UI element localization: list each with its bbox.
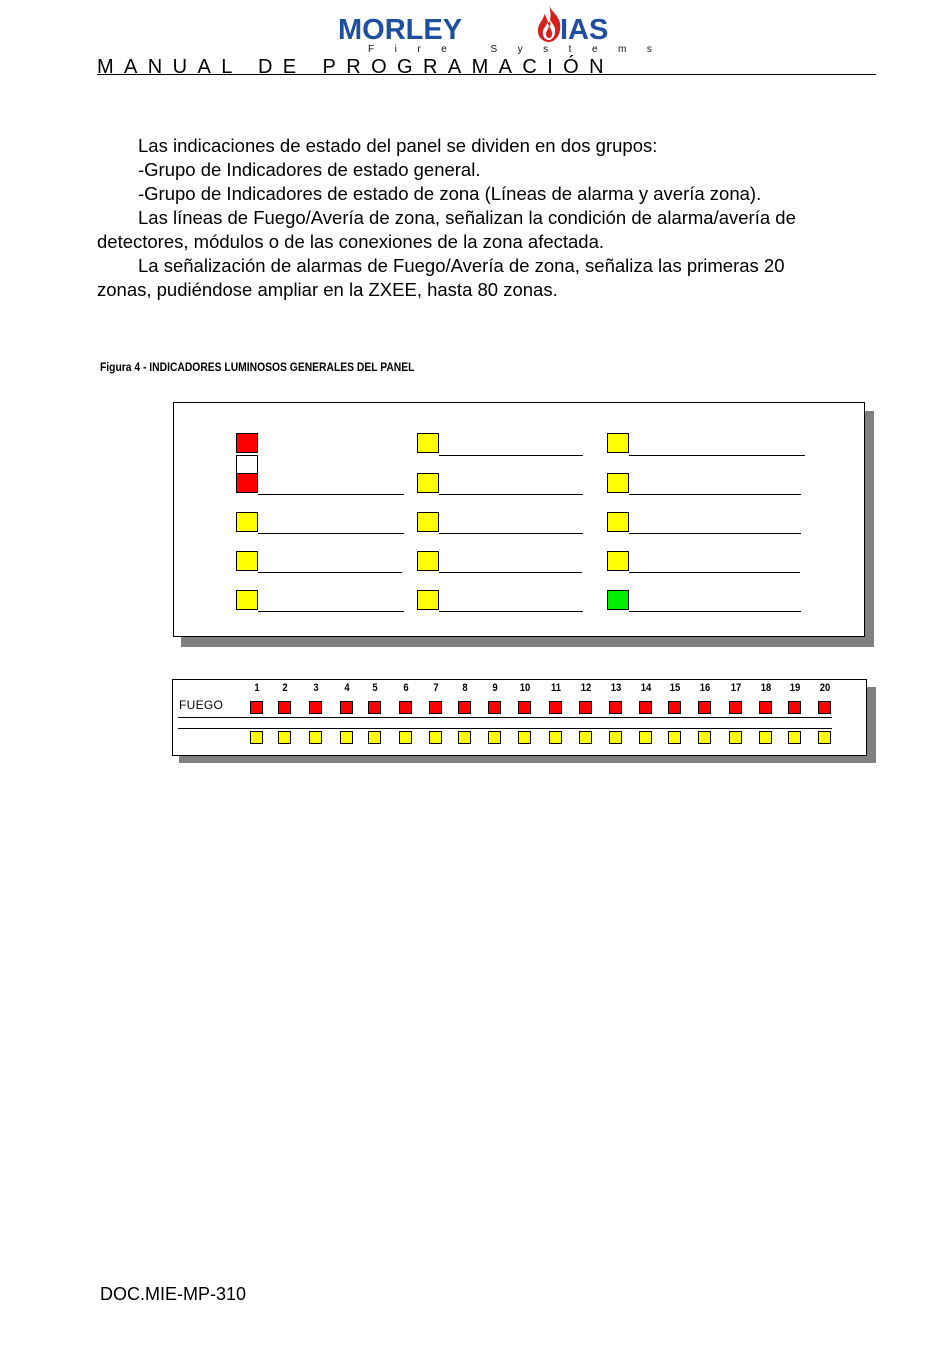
zone-number-label: 6 <box>403 682 409 694</box>
zone-fire-led <box>458 701 471 714</box>
zone-row-divider <box>178 728 832 729</box>
zone-fire-led <box>788 701 801 714</box>
zone-number-label: 7 <box>433 682 439 694</box>
zone-fault-led <box>818 731 831 744</box>
zone-fire-led <box>639 701 652 714</box>
indicator-led-yellow <box>236 512 258 532</box>
zone-number-label: 14 <box>640 682 652 694</box>
zone-fault-led <box>458 731 471 744</box>
zone-fault-led <box>250 731 263 744</box>
indicator-led-yellow <box>607 512 629 532</box>
indicator-label-line <box>629 533 801 534</box>
zone-fault-led <box>729 731 742 744</box>
zone-number-label: 20 <box>819 682 831 694</box>
document-code: DOC.MIE-MP-310 <box>100 1284 247 1304</box>
indicator-label-line <box>439 611 583 612</box>
zone-indicators-panel <box>172 679 867 756</box>
zone-number-label: 18 <box>760 682 772 694</box>
indicator-label-line <box>258 533 404 534</box>
indicator-label-line <box>629 494 801 495</box>
indicator-led-yellow <box>607 473 629 493</box>
indicator-label-line <box>439 572 582 573</box>
zone-fault-led <box>399 731 412 744</box>
zone-number-label: 2 <box>282 682 288 694</box>
indicator-led-yellow <box>417 590 439 610</box>
fire-row-label: FUEGO <box>179 698 224 712</box>
indicator-label-line <box>439 455 583 456</box>
indicator-led-red <box>236 473 258 493</box>
paragraph-line: -Grupo de Indicadores de estado de zona (Líneas de alarma y avería zona). <box>138 183 762 204</box>
zone-row-divider <box>178 717 832 718</box>
zone-fire-led <box>399 701 412 714</box>
indicator-led-yellow <box>236 590 258 610</box>
zone-fault-led <box>668 731 681 744</box>
zone-fire-led <box>250 701 263 714</box>
indicator-label-line <box>258 494 404 495</box>
zone-number-label: 10 <box>519 682 531 694</box>
zone-fire-led <box>488 701 501 714</box>
zone-fire-led <box>309 701 322 714</box>
zone-number-label: 9 <box>492 682 498 694</box>
zone-fire-led <box>698 701 711 714</box>
indicator-led-green <box>607 590 629 610</box>
zone-fault-led <box>759 731 772 744</box>
indicator-led-yellow <box>607 551 629 571</box>
zone-fault-led <box>278 731 291 744</box>
paragraph-line: detectores, módulos o de las conexiones de la zona afectada. <box>97 231 605 252</box>
zone-fire-led <box>278 701 291 714</box>
zone-fire-led <box>549 701 562 714</box>
company-logo <box>338 4 673 55</box>
indicator-led-yellow <box>607 433 629 453</box>
zone-number-label: 19 <box>789 682 801 694</box>
zone-number-label: 11 <box>550 682 561 694</box>
zone-number-label: 4 <box>344 682 350 694</box>
zone-fault-led <box>609 731 622 744</box>
zone-number-label: 12 <box>580 682 592 694</box>
zone-fault-led <box>488 731 501 744</box>
paragraph-line: Las indicaciones de estado del panel se dividen en dos grupos: <box>138 135 658 156</box>
indicator-led-yellow <box>417 473 439 493</box>
zone-fire-led <box>609 701 622 714</box>
zone-fault-led <box>698 731 711 744</box>
zone-fault-led <box>429 731 442 744</box>
indicator-led-yellow <box>236 551 258 571</box>
zone-fire-led <box>759 701 772 714</box>
zone-fire-led <box>368 701 381 714</box>
zone-fault-led <box>309 731 322 744</box>
paragraph-line: -Grupo de Indicadores de estado general. <box>138 159 481 180</box>
zone-number-label: 17 <box>730 682 742 694</box>
zone-number-label: 15 <box>669 682 681 694</box>
zone-number-label: 5 <box>372 682 378 694</box>
indicator-label-line <box>629 611 801 612</box>
figure-caption: Figura 4 - INDICADORES LUMINOSOS GENERALES DEL PANEL <box>100 360 415 374</box>
indicator-led-yellow <box>417 433 439 453</box>
indicator-label-line <box>439 533 583 534</box>
zone-fault-led <box>788 731 801 744</box>
indicator-label-line <box>258 572 402 573</box>
general-indicators-panel <box>173 402 865 637</box>
zone-number-label: 16 <box>699 682 711 694</box>
zone-number-label: 13 <box>610 682 622 694</box>
zone-number-label: 1 <box>254 682 260 694</box>
paragraph-line: Las líneas de Fuego/Avería de zona, señalizan la condición de alarma/avería de <box>138 207 796 228</box>
zone-fire-led <box>340 701 353 714</box>
zone-fault-led <box>340 731 353 744</box>
logo-brand-name: MORLEY <box>338 14 463 46</box>
zone-fault-led <box>639 731 652 744</box>
paragraph-line: zonas, pudiéndose ampliar en la ZXEE, hasta 80 zonas. <box>97 279 558 300</box>
zone-fire-led <box>668 701 681 714</box>
zone-fire-led <box>429 701 442 714</box>
logo-tagline: Fire Systems <box>368 44 673 55</box>
zone-fire-led <box>729 701 742 714</box>
indicator-label-line <box>629 455 805 456</box>
zone-fire-led <box>518 701 531 714</box>
indicator-led-yellow <box>417 551 439 571</box>
indicator-label-line <box>629 572 800 573</box>
zone-fault-led <box>368 731 381 744</box>
indicator-label-line <box>439 494 583 495</box>
zone-fire-led <box>818 701 831 714</box>
paragraph-line: La señalización de alarmas de Fuego/Avería de zona, señaliza las primeras 20 <box>138 255 785 276</box>
indicator-led-white <box>236 455 258 475</box>
indicator-led-yellow <box>417 512 439 532</box>
zone-fire-led <box>579 701 592 714</box>
logo-brand-suffix: IAS <box>560 14 609 46</box>
document-header-title: MANUAL DE PROGRAMACIÓN <box>97 56 614 78</box>
zone-number-label: 8 <box>462 682 468 694</box>
indicator-label-line <box>258 611 404 612</box>
zone-fault-led <box>579 731 592 744</box>
zone-fault-led <box>518 731 531 744</box>
zone-number-label: 3 <box>313 682 319 694</box>
header-divider <box>97 74 876 75</box>
indicator-led-red <box>236 433 258 453</box>
zone-fault-led <box>549 731 562 744</box>
